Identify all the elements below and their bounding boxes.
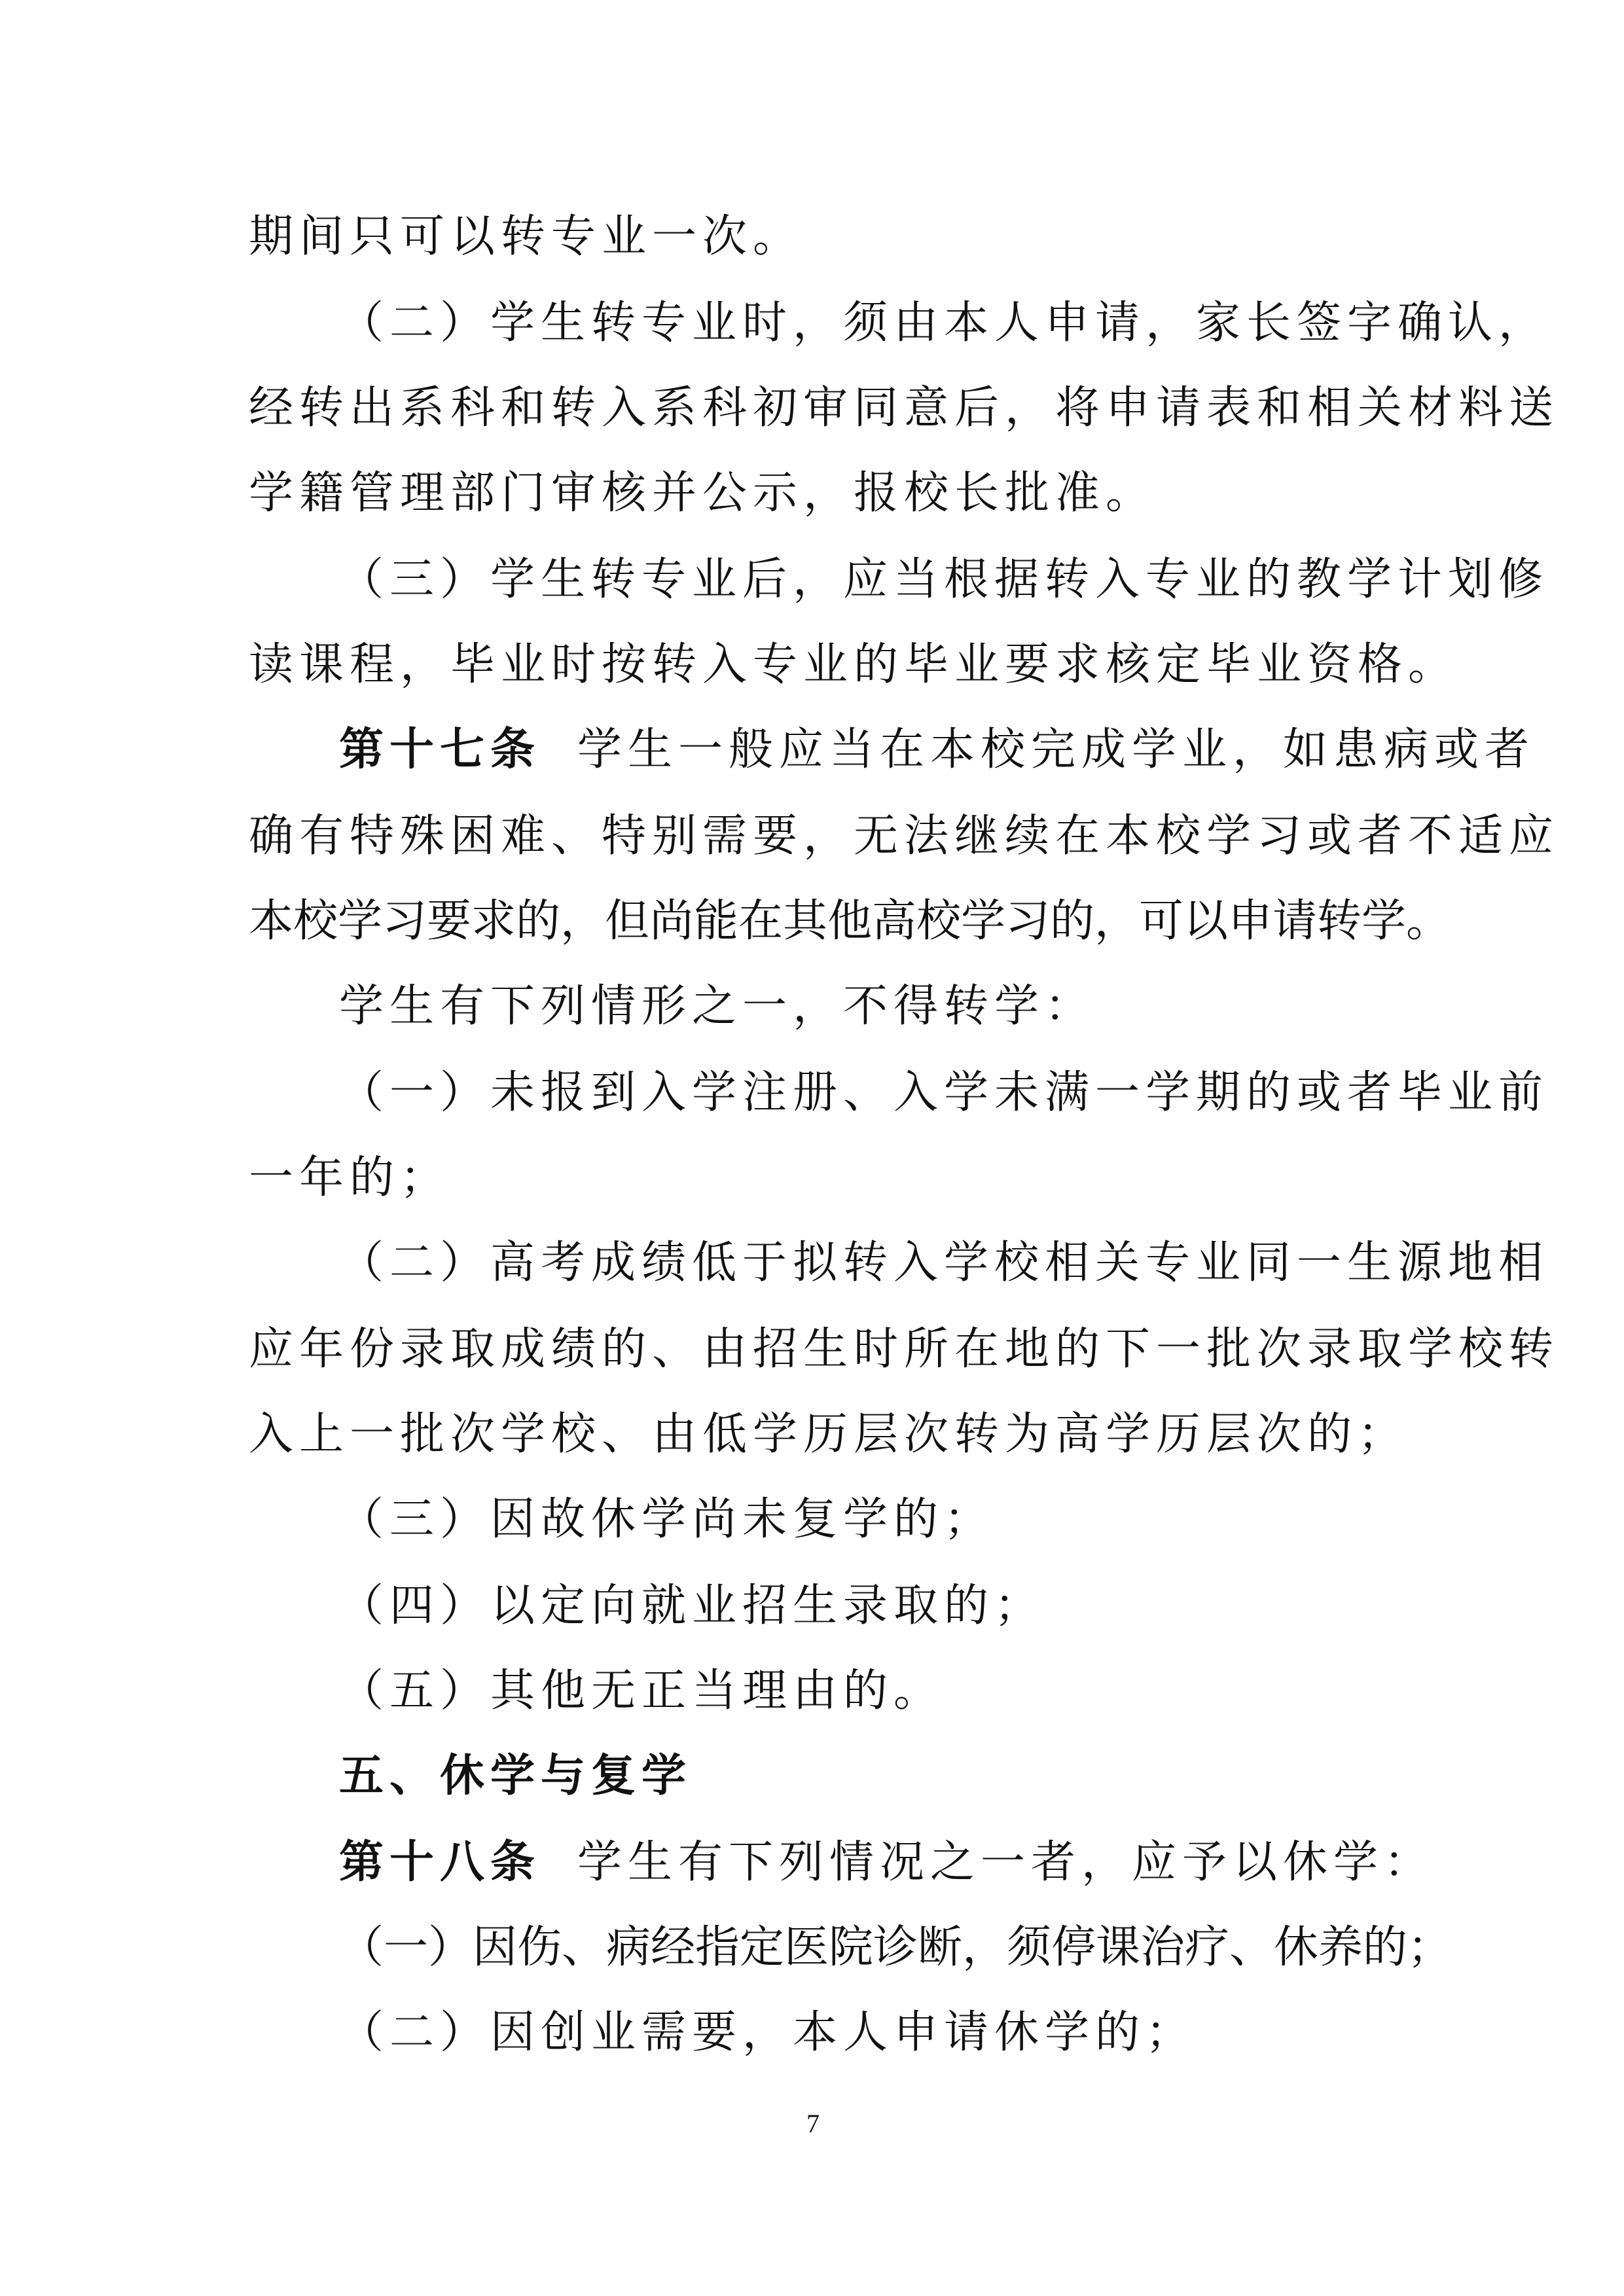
page-number: 7 bbox=[806, 2109, 820, 2138]
section-heading: 五、休学与复学 bbox=[339, 1750, 693, 1802]
text-line: 本校学习要求的，但尚能在其他高校学习的，可以申请转学。 bbox=[249, 895, 1451, 947]
article-paragraph bbox=[339, 724, 1536, 776]
text-line: 经转出系科和转入系科初审同意后，将申请表和相关材料送 bbox=[249, 382, 1560, 434]
article-label: 第十七条 bbox=[339, 724, 541, 776]
text-line: （三）学生转专业后，应当根据转入专业的教学计划修 bbox=[339, 554, 1549, 605]
text-line: 学籍管理部门审核并公示，报校长批准。 bbox=[249, 467, 1157, 519]
text-span: 学生有下列情况之一者，应予以休学： bbox=[577, 1837, 1435, 1888]
text-line: 学生有下列情形之一，不得转学： bbox=[339, 980, 1096, 1032]
text-line: 期间只可以转专业一次。 bbox=[249, 211, 804, 262]
text-line: （二）高考成绩低于拟转入学校相关专业同一生源地相 bbox=[339, 1237, 1549, 1289]
text-line: 确有特殊困难、特别需要，无法继续在本校学习或者不适应 bbox=[249, 810, 1560, 862]
text-line: 读课程，毕业时按转入专业的毕业要求核定毕业资格。 bbox=[249, 639, 1459, 691]
text-line: （五）其他无正当理由的。 bbox=[339, 1665, 945, 1717]
text-line: （四）以定向就业招生录取的； bbox=[339, 1580, 1045, 1632]
text-line: （一）未报到入学注册、入学未满一学期的或者毕业前 bbox=[339, 1067, 1549, 1119]
text-line: （二）因创业需要，本人申请休学的； bbox=[339, 2007, 1197, 2058]
text-span: 学生一般应当在本校完成学业，如患病或者 bbox=[577, 724, 1536, 776]
text-line: 入上一批次学校、由低学历层次转为高学历层次的； bbox=[249, 1408, 1409, 1460]
text-line: 应年份录取成绩的、由招生时所在地的下一批次录取学校转 bbox=[249, 1323, 1560, 1375]
text-line: （二）学生转专业时，须由本人申请，家长签字确认， bbox=[339, 297, 1549, 349]
text-line: 一年的； bbox=[249, 1152, 451, 1204]
text-line: （一）因伤、病经指定医院诊断，须停课治疗、休养的； bbox=[339, 1922, 1453, 1973]
text-line: （三）因故休学尚未复学的； bbox=[339, 1494, 995, 1545]
article-paragraph bbox=[339, 1837, 1435, 1888]
article-label: 第十八条 bbox=[339, 1837, 541, 1888]
